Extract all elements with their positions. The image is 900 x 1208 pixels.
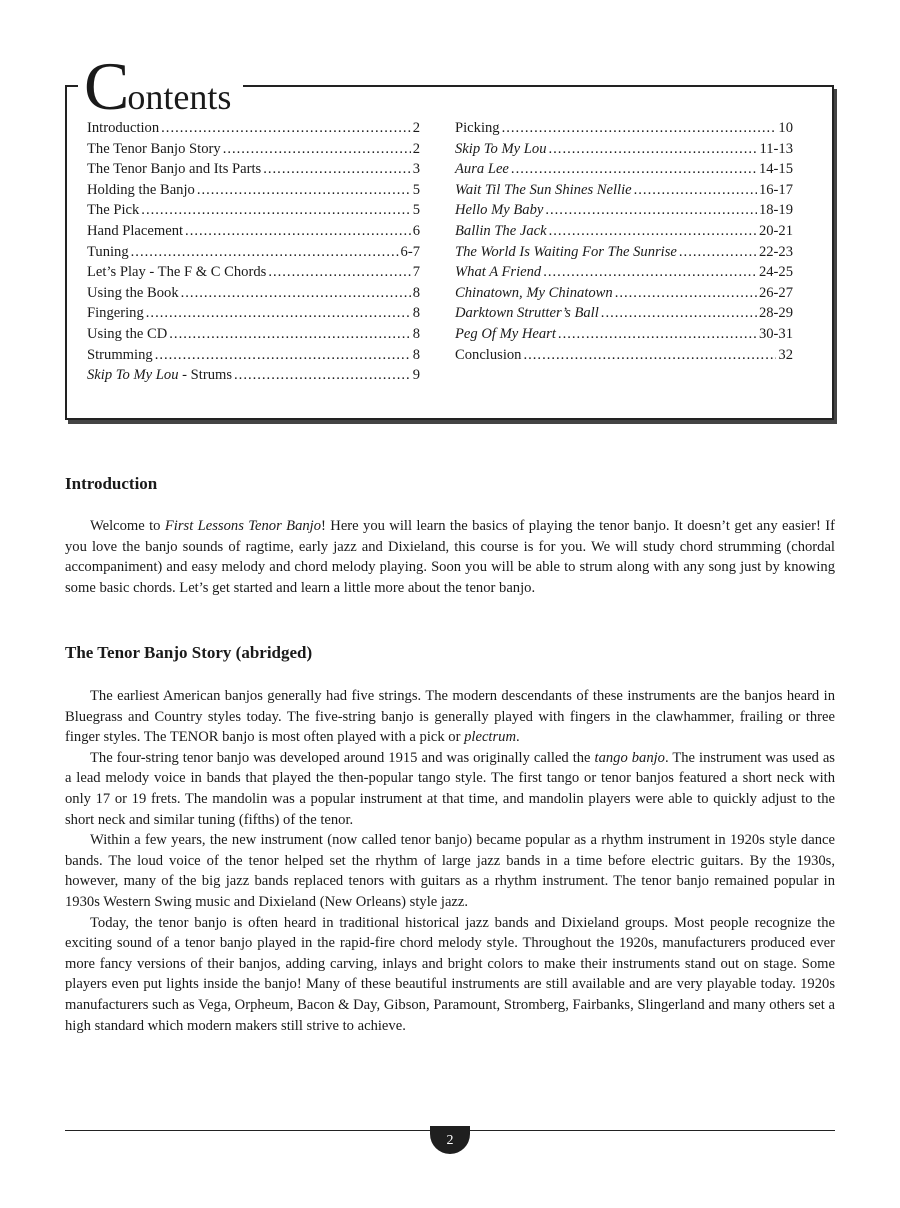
toc-entry[interactable]: Skip To My Lou ..... 11-13 bbox=[455, 141, 793, 162]
toc-entry[interactable]: Strumming ..... 8 bbox=[87, 347, 420, 368]
paragraph: Welcome to First Lessons Tenor Banjo! Here you will learn the basics of playing the tenor banjo. It doesn’t get any easier! If you love the banjo sounds of ragtime, early jazz and Dixieland, this course is for you. We will study chord strumming (chordal accompaniment) and easy melody and chord melody playing. Soon you will be able to strum along with any song just by knowing some basic chords. Let’s get started and learn a little more about the tenor banjo. bbox=[65, 518, 835, 596]
toc-entry[interactable]: What A Friend ..... 24-25 bbox=[455, 264, 793, 285]
page-number: 2 bbox=[430, 1126, 470, 1154]
toc-entry[interactable]: Skip To My Lou - Strums ..... 9 bbox=[87, 367, 420, 388]
toc-entry[interactable]: Using the CD ..... 8 bbox=[87, 326, 420, 347]
contents-title: Contents bbox=[78, 52, 243, 120]
toc-entry[interactable]: The Tenor Banjo Story ..... 2 bbox=[87, 141, 420, 162]
toc-entry[interactable]: Introduction ..... 2 bbox=[87, 120, 420, 141]
toc-entry[interactable]: Hand Placement ..... 6 bbox=[87, 223, 420, 244]
paragraph: The earliest American banjos generally had five strings. The modern descendants of these instruments are the banjos heard in Bluegrass and Country styles today. The five-string banjo is generally played with fingers in the clawhammer, frailing or three finger styles. The TENOR banjo is most often played with a pick or plectrum. bbox=[65, 688, 835, 746]
contents-right-column bbox=[455, 120, 793, 367]
toc-entry[interactable]: The Tenor Banjo and Its Parts ..... 3 bbox=[87, 161, 420, 182]
paragraph: The four-string tenor banjo was developed around 1915 and was originally called the tango banjo. The instrument was used as a lead melody voice in bands that played the then-popular tango style. The first tango or tenor banjos featured a short neck with only 17 or 19 frets. The mandolin was a popular instrument at that time, and mandolin players were able to quickly adjust to the short neck and similar tuning (fifths) of the tenor. bbox=[65, 749, 835, 828]
toc-entry[interactable]: Let’s Play - The F & C Chords ..... 7 bbox=[87, 264, 420, 285]
toc-entry[interactable]: Holding the Banjo ..... 5 bbox=[87, 182, 420, 203]
toc-entry[interactable]: Conclusion ..... 32 bbox=[455, 347, 793, 368]
toc-entry[interactable]: Picking ..... 10 bbox=[455, 120, 793, 141]
toc-entry[interactable]: Darktown Strutter’s Ball ..... 28-29 bbox=[455, 305, 793, 326]
toc-entry[interactable]: Chinatown, My Chinatown ..... 26-27 bbox=[455, 285, 793, 306]
toc-entry[interactable]: Peg Of My Heart ..... 30-31 bbox=[455, 326, 793, 347]
introduction-heading: Introduction bbox=[65, 474, 158, 493]
toc-entry[interactable]: The World Is Waiting For The Sunrise ..... 22-23 bbox=[455, 244, 793, 265]
paragraph: Within a few years, the new instrument (now called tenor banjo) became popular as a rhythm instrument in 1920s style dance bands. The loud voice of the tenor helped set the rhythm of large jazz bands in a time before electric guitars. By the 1930s, however, many of the big jazz bands replaced tenors with guitars as a rhythm instrument. The tenor banjo remained popular in 1930s Western Swing music and Dixieland (New Orleans) style jazz. bbox=[65, 832, 835, 910]
introduction-body bbox=[65, 516, 835, 598]
toc-entry[interactable]: Wait Til The Sun Shines Nellie ..... 16-17 bbox=[455, 182, 793, 203]
toc-entry[interactable]: Aura Lee ..... 14-15 bbox=[455, 161, 793, 182]
toc-entry[interactable]: The Pick ..... 5 bbox=[87, 202, 420, 223]
toc-entry[interactable]: Ballin The Jack ..... 20-21 bbox=[455, 223, 793, 244]
toc-entry[interactable]: Tuning ..... 6-7 bbox=[87, 244, 420, 265]
story-body bbox=[65, 686, 835, 1036]
story-heading: The Tenor Banjo Story (abridged) bbox=[65, 643, 313, 662]
toc-entry[interactable]: Hello My Baby ..... 18-19 bbox=[455, 202, 793, 223]
toc-entry[interactable]: Fingering ..... 8 bbox=[87, 305, 420, 326]
paragraph: Today, the tenor banjo is often heard in traditional historical jazz bands and Dixieland groups. Most people recognize the exciting sound of a tenor banjo played in the rapid-fire chord melody style. Throughout the 1920s, manufacturers produced ever more fancy versions of their banjos, adding carving, inlays and bright colors to make their instruments stand out on stage. Some players even put lights inside the banjo! Many of these beautiful instruments are still available and are very playable today. 1920s manufacturers such as Vega, Orpheum, Bacon & Day, Gibson, Paramount, Stromberg, Fairbanks, Slingerland and many others set a high standard which modern makers still strive to achieve. bbox=[65, 914, 835, 1034]
toc-entry[interactable]: Using the Book ..... 8 bbox=[87, 285, 420, 306]
contents-left-column bbox=[87, 120, 420, 388]
